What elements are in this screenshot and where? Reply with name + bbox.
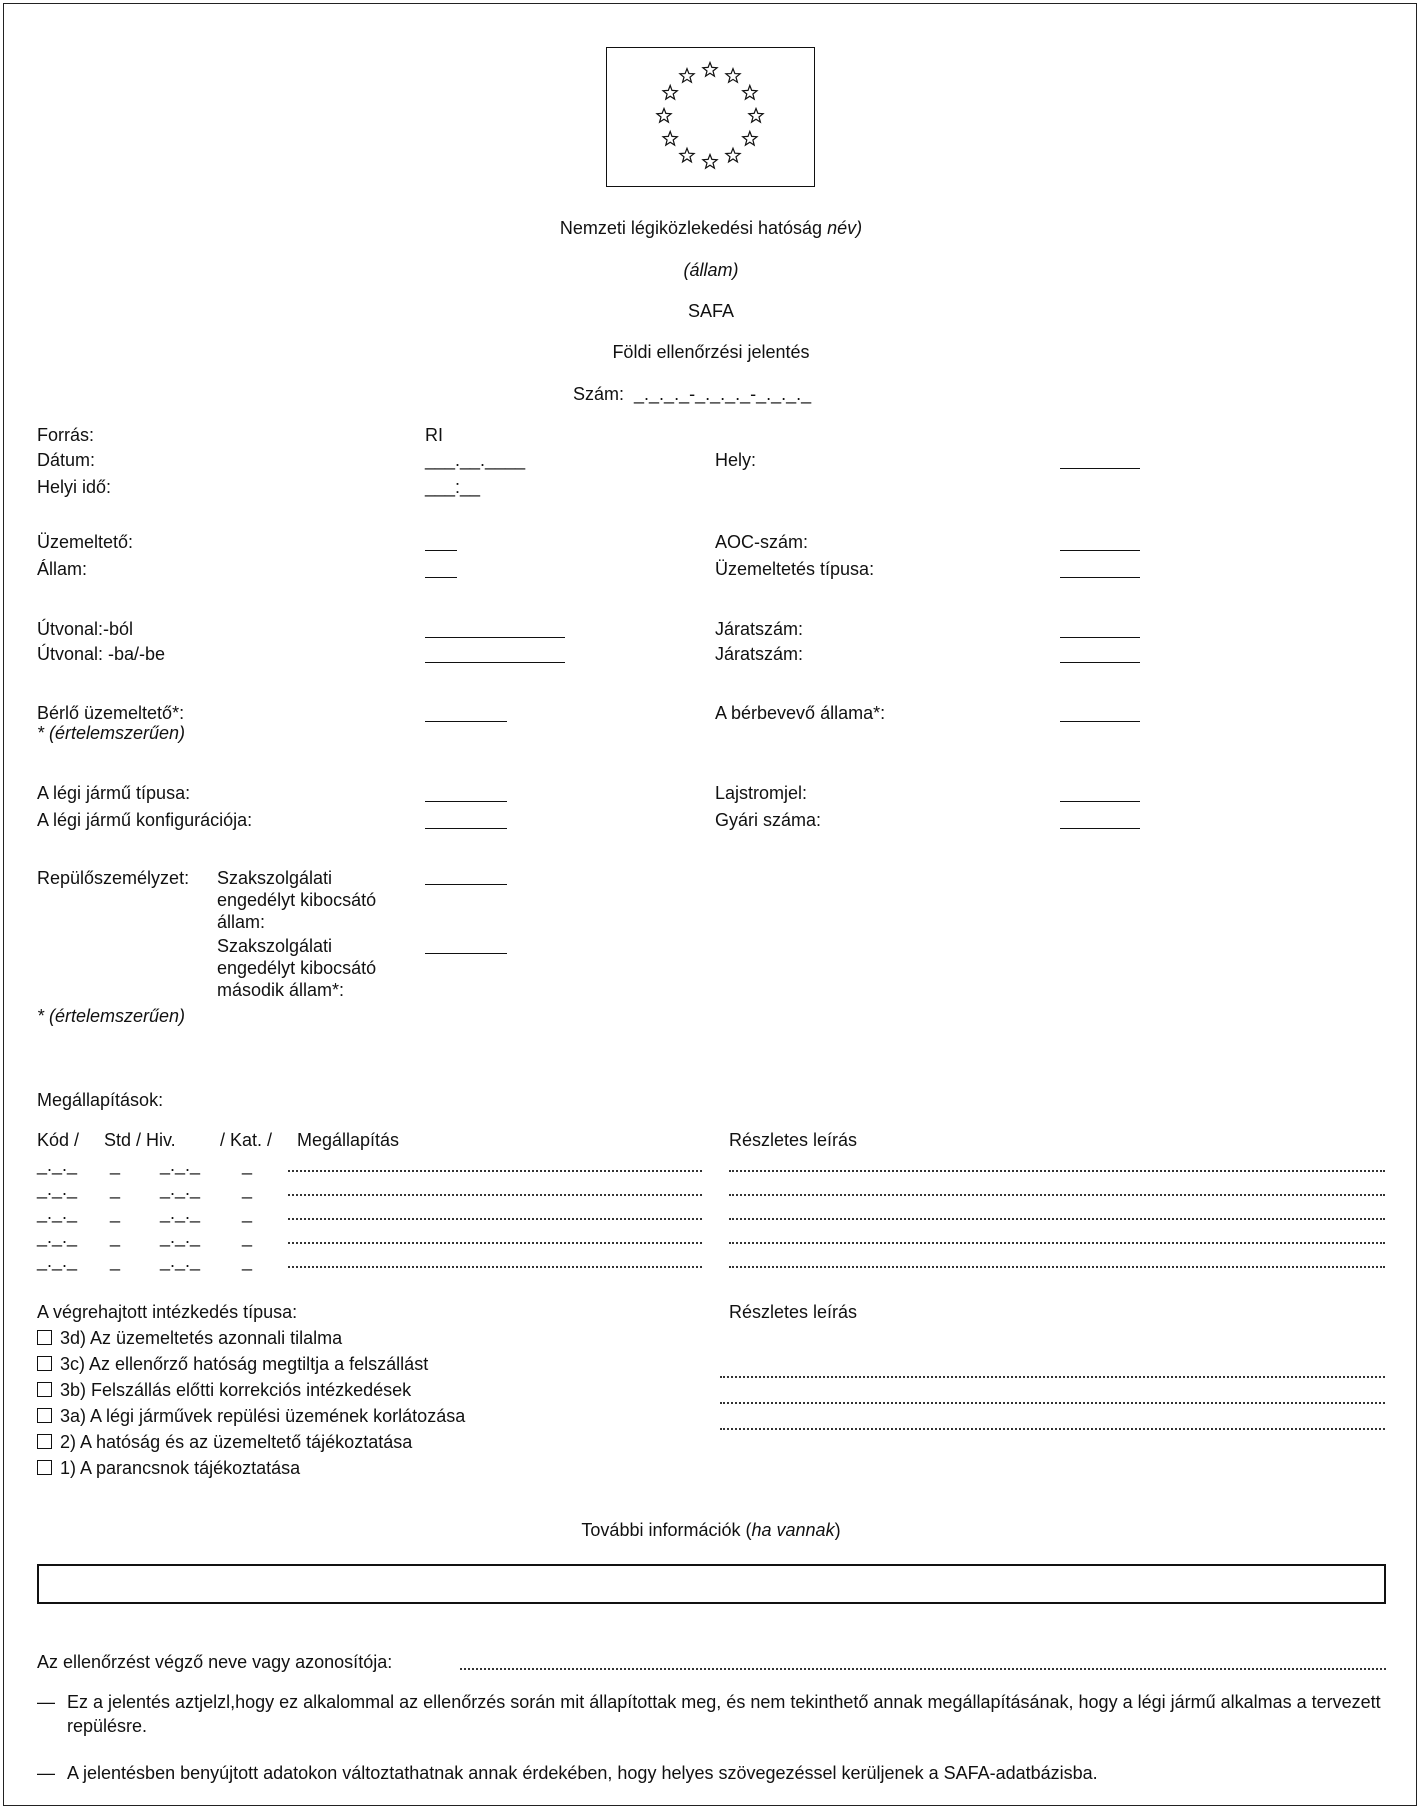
ref-field[interactable]: _._._ — [160, 1227, 201, 1247]
star-icon — [703, 63, 717, 77]
licence-state-field[interactable] — [425, 884, 507, 885]
detail-field[interactable] — [729, 1218, 1385, 1220]
safa-title: SAFA — [687, 301, 735, 321]
aoc-label: AOC-szám: — [715, 532, 809, 552]
flight-no-field[interactable] — [1060, 637, 1140, 638]
date-label: Dátum: — [37, 450, 96, 470]
route-to-label: Útvonal: -ba/-be — [37, 644, 166, 664]
code-field[interactable]: _._._ — [37, 1155, 78, 1175]
footnote: * (értelemszerűen) — [37, 1006, 186, 1026]
eu-stars-icon — [607, 48, 813, 185]
crew-label: Repülőszemélyzet: — [37, 868, 190, 888]
operation-type-label: Üzemeltetés típusa: — [715, 559, 875, 579]
cat-field[interactable]: _ — [242, 1227, 253, 1247]
aircraft-config-label: A légi jármű konfigurációja: — [37, 810, 253, 830]
star-icon — [726, 148, 740, 162]
checkbox[interactable] — [37, 1434, 52, 1449]
aircraft-type-field[interactable] — [425, 801, 507, 802]
std-field[interactable]: _ — [110, 1203, 121, 1223]
eu-flag — [606, 47, 815, 187]
checkbox[interactable] — [37, 1460, 52, 1475]
cat-field[interactable]: _ — [242, 1251, 253, 1271]
aircraft-type-label: A légi jármű típusa: — [37, 783, 191, 803]
action-item[interactable] — [37, 1327, 342, 1349]
star-icon — [743, 132, 757, 146]
inspector-label: Az ellenőrzést végző neve vagy azonosítója: — [37, 1652, 393, 1672]
place-label: Hely: — [715, 450, 757, 470]
code-field[interactable]: _._._ — [37, 1203, 78, 1223]
authority-name: Nemzeti légiközlekedési hatóság név) — [559, 218, 863, 238]
actions-detail-header: Részletes leírás — [729, 1302, 858, 1322]
finding-field[interactable] — [288, 1194, 702, 1196]
date-field[interactable]: ___.__.____ — [425, 450, 526, 470]
source-value: RI — [425, 425, 443, 445]
std-header: Std / Hiv. — [104, 1130, 176, 1150]
state-label: Állam: — [37, 559, 88, 579]
local-time-field[interactable]: ___:__ — [425, 477, 481, 497]
star-icon — [680, 148, 694, 162]
flight-no-label: Járatszám: — [715, 619, 804, 639]
route-from-label: Útvonal:-ból — [37, 619, 134, 639]
star-icon — [749, 109, 763, 123]
local-time-label: Helyi idő: — [37, 477, 112, 497]
detail-field[interactable] — [729, 1242, 1385, 1244]
code-field[interactable]: _._._ — [37, 1251, 78, 1271]
report-title: Földi ellenőrzési jelentés — [612, 342, 810, 362]
code-header: Kód / — [37, 1130, 80, 1150]
action-label: 3b) Felszállás előtti korrekciós intézkedések — [60, 1380, 412, 1400]
registration-field[interactable] — [1060, 801, 1140, 802]
action-item[interactable] — [37, 1353, 428, 1375]
code-field[interactable]: _._._ — [37, 1227, 78, 1247]
licence-state-label: állam: — [217, 912, 266, 932]
footnote: * (értelemszerűen) — [37, 723, 186, 743]
std-field[interactable]: _ — [110, 1251, 121, 1271]
star-icon — [680, 69, 694, 83]
aoc-field[interactable] — [1060, 550, 1140, 551]
checkbox[interactable] — [37, 1408, 52, 1423]
operation-type-field[interactable] — [1060, 577, 1140, 578]
action-item[interactable] — [37, 1431, 412, 1453]
ref-field[interactable]: _._._ — [160, 1179, 201, 1199]
finding-field[interactable] — [288, 1266, 702, 1268]
code-field[interactable]: _._._ — [37, 1179, 78, 1199]
action-label: 3d) Az üzemeltetés azonnali tilalma — [60, 1328, 343, 1348]
state-field[interactable] — [425, 577, 457, 578]
star-icon — [743, 86, 757, 100]
checkbox[interactable] — [37, 1330, 52, 1345]
action-detail-line[interactable] — [720, 1402, 1385, 1404]
inspector-field[interactable] — [460, 1668, 1386, 1670]
star-icon — [663, 86, 677, 100]
state-title: (állam) — [683, 260, 739, 280]
std-field[interactable]: _ — [110, 1179, 121, 1199]
action-label: 1) A parancsnok tájékoztatása — [60, 1458, 301, 1478]
std-field[interactable]: _ — [110, 1227, 121, 1247]
star-icon — [726, 69, 740, 83]
further-info-field[interactable] — [37, 1564, 1386, 1604]
flight-no-label: Járatszám: — [715, 644, 804, 664]
cat-field[interactable]: _ — [242, 1203, 253, 1223]
cat-header: / Kat. / — [220, 1130, 273, 1150]
disclaimer-note: — Ez a jelentés aztjelzl,hogy ez alkalommal az ellenőrzés során mit állapítottak meg, és nem tekinthető annak megállapításának, hogy a légi jármű alkalmas a tervezett repülésre. — [37, 1692, 1381, 1736]
second-licence-state-label: engedélyt kibocsátó — [217, 958, 377, 978]
findings-title: Megállapítások: — [37, 1090, 164, 1110]
operator-field[interactable] — [425, 550, 457, 551]
second-licence-state-label: második állam*: — [217, 980, 345, 1000]
finding-header: Megállapítás — [297, 1130, 400, 1150]
finding-field[interactable] — [288, 1170, 702, 1172]
action-label: 3a) A légi járművek repülési üzemének korlátozása — [60, 1406, 466, 1426]
detail-header: Részletes leírás — [729, 1130, 858, 1150]
detail-field[interactable] — [729, 1194, 1385, 1196]
checkbox[interactable] — [37, 1356, 52, 1371]
second-licence-state-field[interactable] — [425, 953, 507, 954]
serial-field[interactable] — [1060, 828, 1140, 829]
action-item[interactable] — [37, 1457, 300, 1479]
cat-field[interactable]: _ — [242, 1179, 253, 1199]
std-field[interactable]: _ — [110, 1155, 121, 1175]
star-icon — [703, 155, 717, 169]
finding-field[interactable] — [288, 1218, 702, 1220]
action-item[interactable] — [37, 1405, 465, 1427]
serial-label: Gyári száma: — [715, 810, 822, 830]
route-to-field[interactable] — [425, 662, 565, 663]
database-note: — A jelentésben benyújtott adatokon változtathatnak annak érdekében, hogy helyes szövegezéssel kerüljenek a SAFA-adatbázisba. — [37, 1763, 1098, 1783]
lessee-state-field[interactable] — [1060, 721, 1140, 722]
checkbox[interactable] — [37, 1382, 52, 1397]
action-label: 2) A hatóság és az üzemeltető tájékoztatása — [60, 1432, 413, 1452]
further-info-label: További információk (ha vannak) — [581, 1520, 841, 1540]
ref-field[interactable]: _._._ — [160, 1155, 201, 1175]
route-from-field[interactable] — [425, 637, 565, 638]
number-field[interactable]: Szám: _._._._-_._._._-_._._._ — [573, 384, 812, 404]
licence-state-label: engedélyt kibocsátó — [217, 890, 377, 910]
action-label: 3c) Az ellenőrző hatóság megtiltja a felszállást — [60, 1354, 429, 1374]
second-licence-state-label: Szakszolgálati — [217, 936, 333, 956]
action-detail-line[interactable] — [720, 1428, 1385, 1430]
action-detail-line[interactable] — [720, 1376, 1385, 1378]
operator-label: Üzemeltető: — [37, 532, 134, 552]
flight-no-field[interactable] — [1060, 662, 1140, 663]
cat-field[interactable]: _ — [242, 1155, 253, 1175]
detail-field[interactable] — [729, 1170, 1385, 1172]
lessor-field[interactable] — [425, 721, 507, 722]
registration-label: Lajstromjel: — [715, 783, 808, 803]
detail-field[interactable] — [729, 1266, 1385, 1268]
source-label: Forrás: — [37, 425, 95, 445]
place-field[interactable] — [1060, 468, 1140, 469]
finding-field[interactable] — [288, 1242, 702, 1244]
star-icon — [663, 132, 677, 146]
lessor-label: Bérlő üzemeltető*: — [37, 703, 185, 723]
licence-state-label: Szakszolgálati — [217, 868, 333, 888]
aircraft-config-field[interactable] — [425, 828, 507, 829]
action-item[interactable] — [37, 1379, 411, 1401]
lessee-state-label: A bérbevevő állama*: — [715, 703, 886, 723]
ref-field[interactable]: _._._ — [160, 1251, 201, 1271]
actions-title: A végrehajtott intézkedés típusa: — [37, 1302, 298, 1322]
star-icon — [657, 109, 671, 123]
ref-field[interactable]: _._._ — [160, 1203, 201, 1223]
